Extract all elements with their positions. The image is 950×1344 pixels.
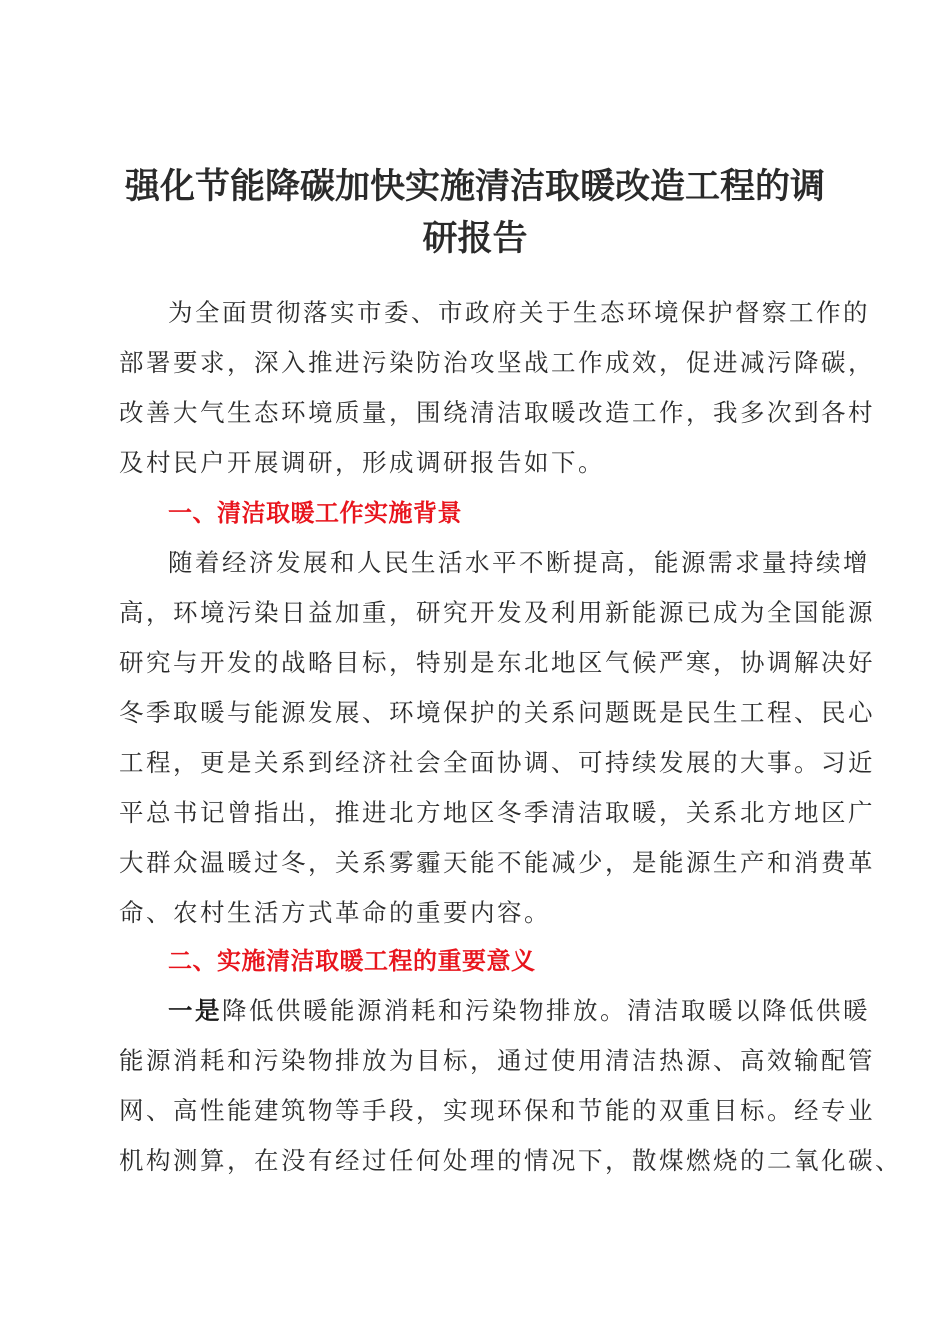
section1-line-3: 研究与开发的战略目标，特别是东北地区气候严寒，协调解决好 bbox=[119, 648, 875, 677]
section1-line-8: 命、农村生活方式革命的重要内容。 bbox=[119, 898, 551, 927]
section-heading-background: 一、清洁取暖工作实施背景 bbox=[168, 499, 462, 527]
section2-line-1 bbox=[168, 993, 870, 1029]
section1-line-5: 工程，更是关系到经济社会全面协调、可持续发展的大事。习近 bbox=[119, 748, 875, 777]
intro-line-2: 部署要求，深入推进污染防治攻坚战工作成效，促进减污降碳， bbox=[119, 348, 875, 377]
section1-line-6: 平总书记曾指出，推进北方地区冬季清洁取暖，关系北方地区广 bbox=[119, 798, 875, 827]
section2-line-3: 网、高性能建筑物等手段，实现环保和节能的双重目标。经专业 bbox=[119, 1096, 875, 1125]
section-heading-significance: 二、实施清洁取暖工程的重要意义 bbox=[168, 947, 536, 975]
section1-line-1: 随着经济发展和人民生活水平不断提高，能源需求量持续增 bbox=[168, 548, 870, 577]
point-label-first: 一是 bbox=[168, 996, 222, 1025]
intro-line-4: 及村民户开展调研，形成调研报告如下。 bbox=[119, 448, 605, 477]
section1-line-7: 大群众温暖过冬，关系雾霾天能不能减少，是能源生产和消费革 bbox=[119, 848, 875, 877]
document-title-line-1: 强化节能降碳加快实施清洁取暖改造工程的调 bbox=[124, 166, 825, 207]
intro-line-3: 改善大气生态环境质量，围绕清洁取暖改造工作，我多次到各村 bbox=[119, 398, 875, 427]
document-title-line-2: 研报告 bbox=[422, 218, 528, 259]
section1-line-2: 高，环境污染日益加重，研究开发及利用新能源已成为全国能源 bbox=[119, 598, 875, 627]
section2-line-2: 能源消耗和污染物排放为目标，通过使用清洁热源、高效输配管 bbox=[119, 1046, 875, 1075]
intro-line-1: 为全面贯彻落实市委、市政府关于生态环境保护督察工作的 bbox=[168, 298, 870, 327]
section2-line-4: 机构测算，在没有经过任何处理的情况下，散煤燃烧的二氧化碳、 bbox=[119, 1146, 902, 1175]
section2-line-1-text: 降低供暖能源消耗和污染物排放。清洁取暖以降低供暖 bbox=[222, 996, 870, 1025]
section1-line-4: 冬季取暖与能源发展、环境保护的关系问题既是民生工程、民心 bbox=[119, 698, 875, 727]
